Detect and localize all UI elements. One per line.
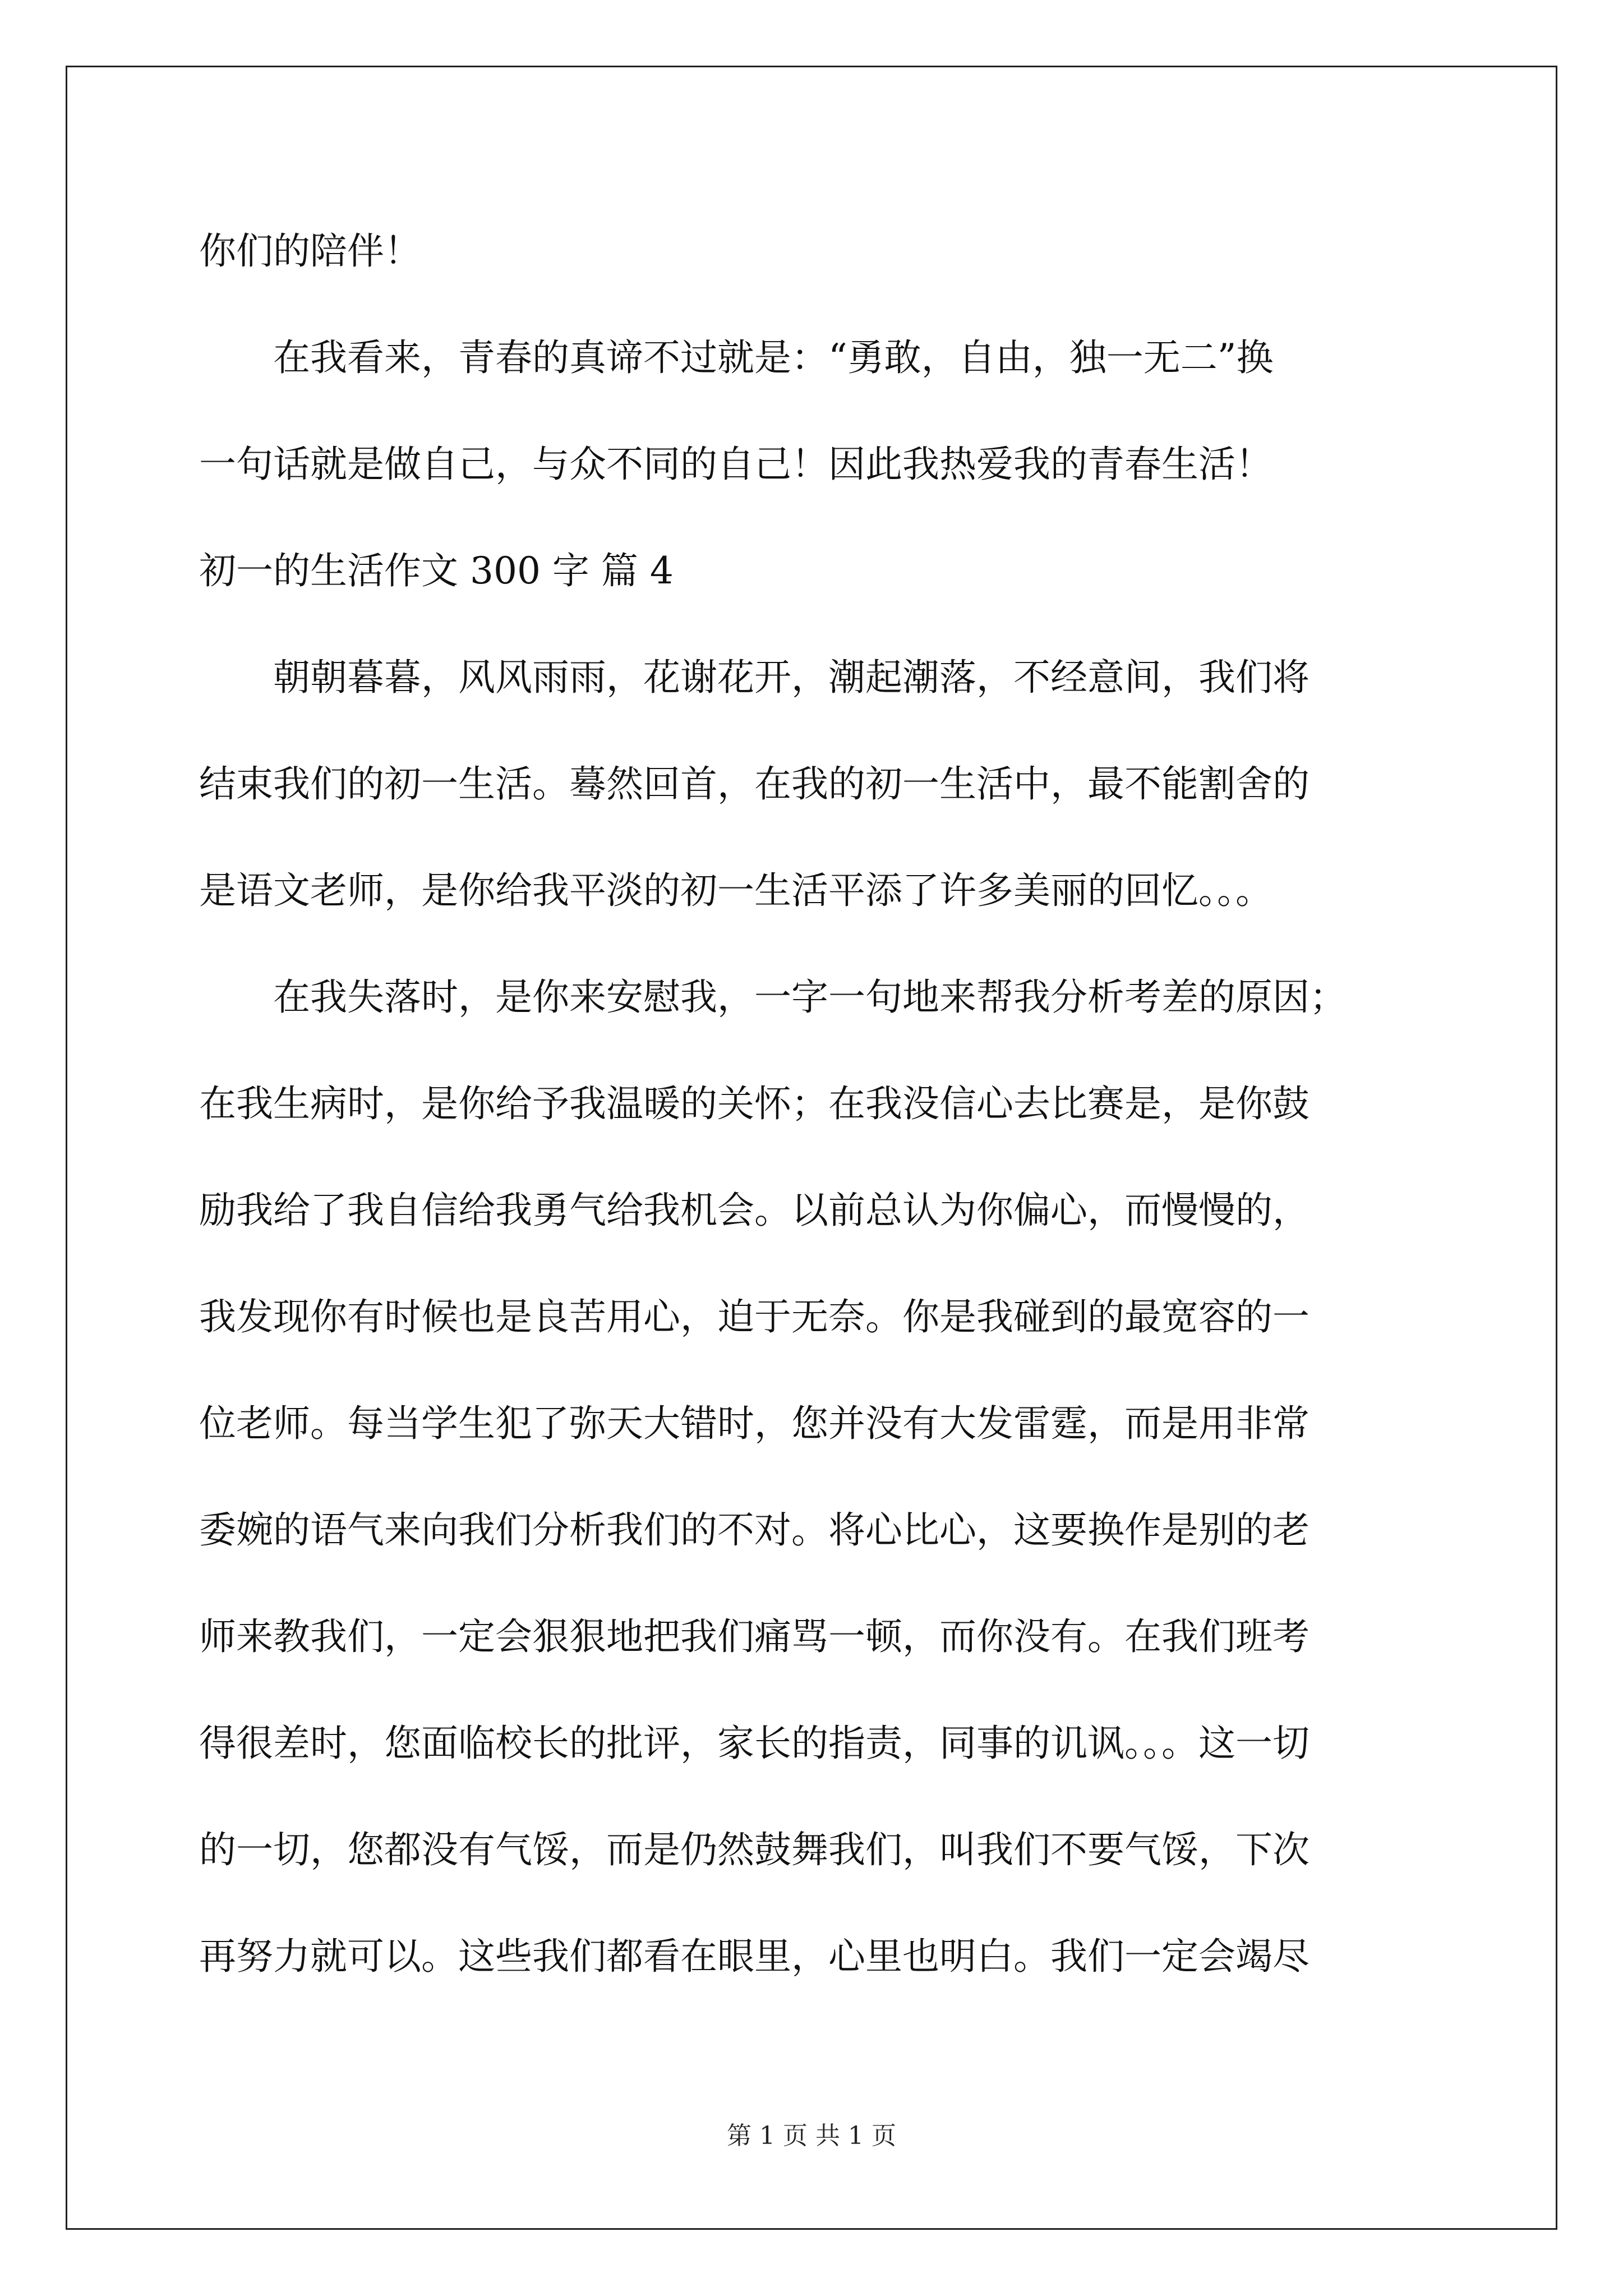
text-line: 委婉的语气来向我们分析我们的不对。将心比心，这要换作是别的老: [199, 1508, 1310, 1552]
text-line: 你们的陪伴！: [199, 229, 421, 273]
text-line: 是语文老师，是你给我平淡的初一生活平添了许多美丽的回忆。。。: [199, 869, 1272, 912]
text-line: 位老师。每当学生犯了弥天大错时，您并没有大发雷霆，而是用非常: [199, 1402, 1310, 1445]
paragraph-line: 朝朝暮暮，风风雨雨，花谢花开，潮起潮落，不经意间，我们将: [199, 656, 1310, 699]
text-line: 的一切，您都没有气馁，而是仍然鼓舞我们，叫我们不要气馁，下次: [199, 1828, 1310, 1871]
text-line: 一句话就是做自己，与众不同的自己！因此我热爱我的青春生活！: [199, 443, 1272, 486]
section-heading: 初一的生活作文 300 字 篇 4: [199, 549, 674, 592]
text-line: 在我生病时，是你给予我温暖的关怀；在我没信心去比赛是，是你鼓: [199, 1082, 1310, 1125]
text-line: 得很差时，您面临校长的批评，家长的指责，同事的讥讽。。。这一切: [199, 1722, 1310, 1765]
text-line: 结束我们的初一生活。蓦然回首，在我的初一生活中，最不能割舍的: [199, 762, 1310, 806]
page-number-footer: 第 1 页 共 1 页: [727, 2122, 896, 2150]
text-line: 再努力就可以。这些我们都看在眼里，心里也明白。我们一定会竭尽: [199, 1935, 1310, 1978]
paragraph-line: 在我看来，青春的真谛不过就是：“勇敢，自由，独一无二”换: [199, 336, 1274, 379]
page-border: [66, 66, 1557, 2230]
text-line: 师来教我们，一定会狠狠地把我们痛骂一顿，而你没有。在我们班考: [199, 1615, 1310, 1658]
text-line: 我发现你有时候也是良苦用心，迫于无奈。你是我碰到的最宽容的一: [199, 1295, 1310, 1338]
text-line: 励我给了我自信给我勇气给我机会。以前总认为你偏心，而慢慢的，: [199, 1189, 1310, 1232]
paragraph-line: 在我失落时，是你来安慰我，一字一句地来帮我分析考差的原因；: [199, 976, 1347, 1019]
